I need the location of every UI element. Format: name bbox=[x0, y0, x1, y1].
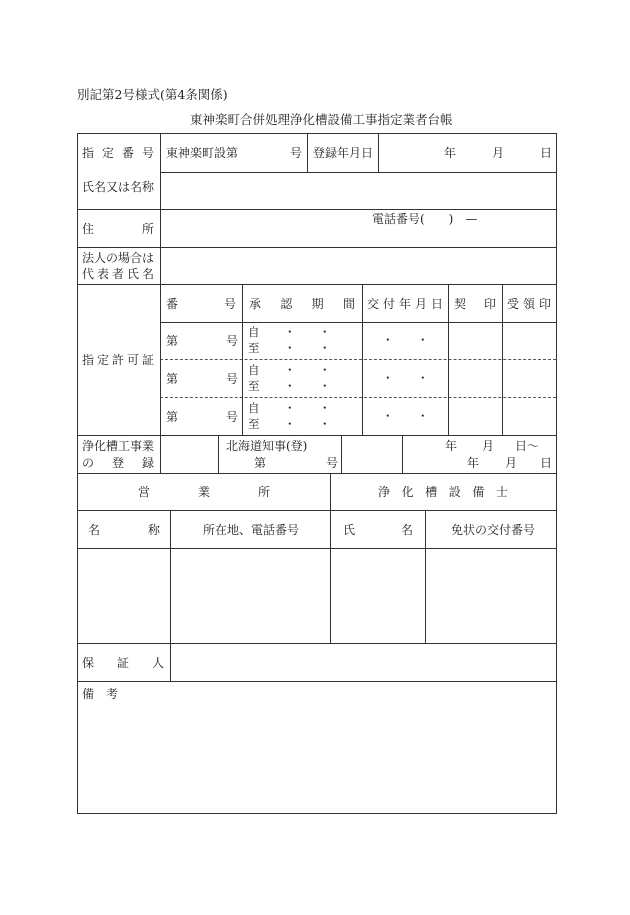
designation-number-label-char: 指 bbox=[82, 146, 95, 160]
registration-to-day: 日 bbox=[540, 456, 553, 470]
permit-header-seal-char: 契 bbox=[454, 297, 467, 311]
corporate-rep-label-2-char: 氏 bbox=[126, 267, 139, 281]
permit-row-dot: ・ bbox=[319, 401, 331, 415]
engineer-header bbox=[378, 486, 508, 498]
permit-label-char: 定 bbox=[96, 353, 109, 367]
permit-header-number-char: 番 bbox=[166, 297, 179, 311]
permit-label-char: 指 bbox=[82, 353, 95, 367]
permit-row-dot: ・ bbox=[284, 341, 296, 355]
office-location-header: 所在地、電話番号 bbox=[203, 523, 300, 537]
corporate-rep-label-2-char: 表 bbox=[96, 267, 109, 281]
registration-date-label: 登録年月日 bbox=[313, 146, 374, 160]
permit-row-to: 至 bbox=[248, 379, 260, 393]
designation-number-label-char: 番 bbox=[121, 146, 134, 160]
permit-header-seal bbox=[454, 298, 496, 310]
registration-from-day: 日〜 bbox=[515, 439, 540, 453]
permit-issue-dot: ・ bbox=[417, 409, 429, 423]
permit-row-go: 号 bbox=[226, 410, 239, 424]
permit-row-dai: 第 bbox=[166, 372, 179, 386]
permit-label-char: 許 bbox=[111, 353, 124, 367]
office-name-header-char: 名 bbox=[88, 523, 101, 537]
guarantor-label bbox=[82, 657, 164, 669]
corporate-rep-label-1: 法人の場合は bbox=[82, 251, 155, 265]
permit-header-period-char: 期 bbox=[311, 297, 324, 311]
office-name-header bbox=[88, 524, 160, 536]
engineer-header-char: 槽 bbox=[425, 485, 438, 499]
address-label-char: 住 bbox=[82, 222, 95, 236]
office-header-char: 営 bbox=[138, 485, 151, 499]
permit-row-dai: 第 bbox=[166, 410, 179, 424]
permit-header-receipt bbox=[507, 298, 551, 310]
septic-business-label-2-char: 録 bbox=[141, 456, 154, 470]
septic-business-label-1: 浄化槽工事業 bbox=[82, 439, 155, 453]
engineer-header-char: 設 bbox=[448, 485, 461, 499]
permit-header-receipt-char: 受 bbox=[507, 297, 520, 311]
remarks-label-char: 考 bbox=[105, 687, 118, 701]
permit-row-dai: 第 bbox=[166, 334, 179, 348]
permit-header-number-char: 号 bbox=[223, 297, 236, 311]
permit-row-dot: ・ bbox=[319, 341, 331, 355]
permit-header-period bbox=[249, 298, 355, 310]
permit-row-dot: ・ bbox=[319, 363, 331, 377]
registration-to-year: 年 bbox=[467, 456, 480, 470]
corporate-rep-label-2-char: 代 bbox=[82, 267, 95, 281]
permit-header-receipt-char: 領 bbox=[522, 297, 535, 311]
permit-header-period-char: 承 bbox=[249, 297, 262, 311]
engineer-license-header: 免状の交付番号 bbox=[451, 523, 536, 537]
registration-day: 日 bbox=[540, 146, 553, 160]
permit-header-period-char: 間 bbox=[342, 297, 355, 311]
permit-header-issue-date-char: 交 bbox=[367, 297, 380, 311]
permit-row-dot: ・ bbox=[284, 417, 296, 431]
registration-year: 年 bbox=[444, 146, 457, 160]
permit-row-dot: ・ bbox=[284, 363, 296, 377]
permit-label bbox=[82, 354, 154, 366]
engineer-name-header-char: 氏 bbox=[343, 523, 356, 537]
address-label bbox=[82, 223, 154, 235]
governor-registration-dai: 第 bbox=[254, 456, 267, 470]
permit-label-char: 証 bbox=[141, 353, 154, 367]
permit-row-dot: ・ bbox=[284, 379, 296, 393]
permit-header-issue-date-char: 月 bbox=[414, 297, 427, 311]
engineer-header-char: 化 bbox=[401, 485, 414, 499]
permit-row-from: 自 bbox=[248, 363, 260, 377]
form-reference: 別記第2号様式(第4条関係) bbox=[77, 87, 228, 102]
permit-header-receipt-char: 印 bbox=[538, 297, 551, 311]
permit-issue-dot: ・ bbox=[382, 409, 394, 423]
governor-registration-go: 号 bbox=[326, 456, 339, 470]
permit-row-to: 至 bbox=[248, 341, 260, 355]
permit-label-char: 可 bbox=[126, 353, 139, 367]
guarantor-label-char: 人 bbox=[151, 656, 164, 670]
corporate-rep-label-2 bbox=[82, 268, 154, 280]
designation-suffix: 号 bbox=[290, 146, 303, 160]
permit-header-issue-date-char: 付 bbox=[382, 297, 395, 311]
registration-from-month: 月 bbox=[482, 439, 495, 453]
engineer-header-char: 浄 bbox=[378, 485, 391, 499]
permit-header-issue-date-char: 年 bbox=[398, 297, 411, 311]
office-header bbox=[138, 486, 270, 498]
permit-issue-dot: ・ bbox=[382, 333, 394, 347]
remarks-label-char: 備 bbox=[82, 687, 95, 701]
office-header-char: 業 bbox=[197, 485, 210, 499]
engineer-name-header-char: 名 bbox=[400, 523, 413, 537]
permit-row-from: 自 bbox=[248, 325, 260, 339]
septic-business-label-2-char: の bbox=[82, 456, 95, 470]
guarantor-label-char: 保 bbox=[82, 656, 95, 670]
permit-row-dot: ・ bbox=[284, 325, 296, 339]
septic-business-label-2-char: 登 bbox=[111, 456, 124, 470]
name-label: 氏名又は名称 bbox=[82, 180, 155, 194]
designation-number-label-char: 定 bbox=[101, 146, 114, 160]
permit-row-dot: ・ bbox=[319, 417, 331, 431]
office-header-char: 所 bbox=[257, 485, 270, 499]
septic-business-label-2 bbox=[82, 457, 154, 469]
permit-row-dot: ・ bbox=[319, 379, 331, 393]
governor-registration-label: 北海道知事(登) bbox=[226, 439, 308, 453]
corporate-rep-label-2-char: 者 bbox=[111, 267, 124, 281]
permit-header-issue-date bbox=[367, 298, 443, 310]
registration-to-month: 月 bbox=[505, 456, 518, 470]
permit-row-go: 号 bbox=[226, 334, 239, 348]
engineer-header-char: 備 bbox=[472, 485, 485, 499]
engineer-name-header bbox=[343, 524, 413, 536]
designation-number-label bbox=[82, 147, 154, 159]
corporate-rep-label-2-char: 名 bbox=[141, 267, 154, 281]
designation-number-label-char: 号 bbox=[141, 146, 154, 160]
permit-header-period-char: 認 bbox=[280, 297, 293, 311]
office-name-header-char: 称 bbox=[147, 523, 160, 537]
guarantor-label-char: 証 bbox=[116, 656, 129, 670]
permit-issue-dot: ・ bbox=[382, 371, 394, 385]
engineer-header-char: 士 bbox=[495, 485, 508, 499]
permit-row-go: 号 bbox=[226, 372, 239, 386]
designation-prefix: 東神楽町設第 bbox=[166, 146, 239, 160]
remarks-label bbox=[82, 688, 118, 700]
permit-row-dot: ・ bbox=[319, 325, 331, 339]
permit-issue-dot: ・ bbox=[417, 333, 429, 347]
permit-row-to: 至 bbox=[248, 417, 260, 431]
permit-row-from: 自 bbox=[248, 401, 260, 415]
permit-header-issue-date-char: 日 bbox=[430, 297, 443, 311]
registration-month: 月 bbox=[492, 146, 505, 160]
form-title: 東神楽町合併処理浄化槽設備工事指定業者台帳 bbox=[190, 112, 453, 127]
address-label-char: 所 bbox=[141, 222, 154, 236]
registration-from-year: 年 bbox=[445, 439, 458, 453]
permit-header-seal-char: 印 bbox=[483, 297, 496, 311]
permit-header-number bbox=[166, 298, 236, 310]
permit-row-dot: ・ bbox=[284, 401, 296, 415]
permit-issue-dot: ・ bbox=[417, 371, 429, 385]
phone-number-label: 電話番号( ) — bbox=[372, 212, 478, 226]
